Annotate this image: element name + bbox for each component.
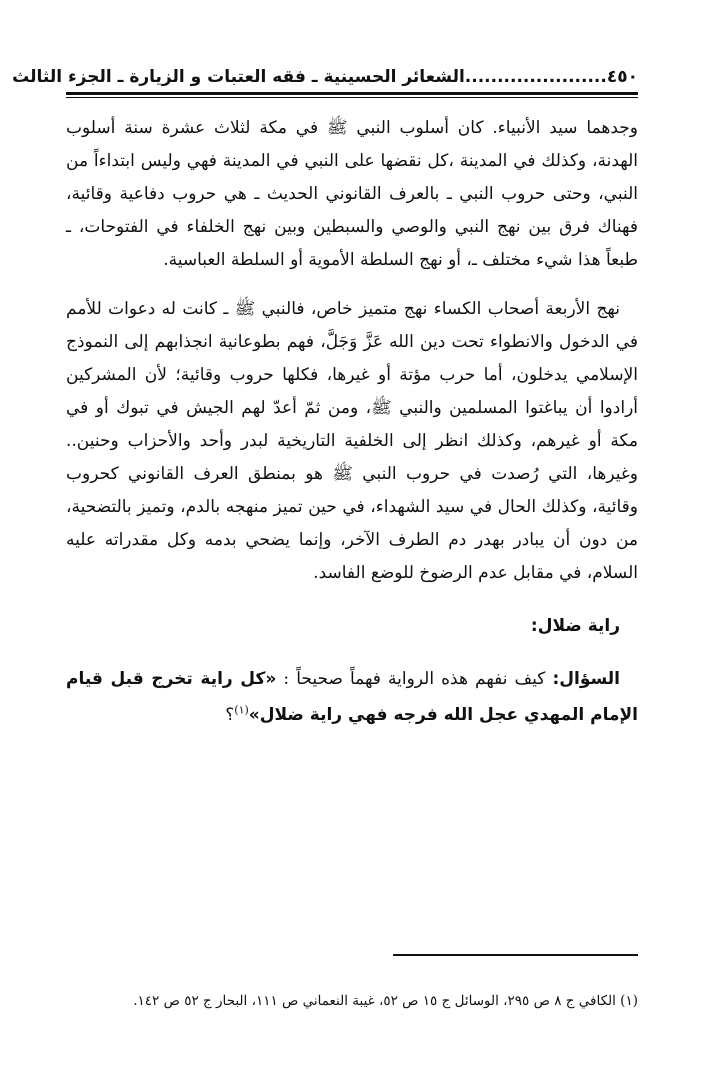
question-label: السؤال: xyxy=(552,669,620,689)
paragraph-2: نهج الأربعة أصحاب الكساء نهج متميز خاص، فالنبي ﷺ ـ كانت له دعوات للأمم في الدخول والانطواء تحت دين الله عَزَّ وَجَلَّ، فهم بطوعانية انجذابهم إلى النموذج الإسلامي يدخلون، أما حرب مؤتة أو غيرها، فكلها حروب وقائية؛ لأن المشركين أرادوا أن يباغتوا المسلمين والنبي ﷺ، ومن ثمّ أعدّ لهم الجيش في تبوك أو في مكة أو غيرهم، وكذلك انظر إلى الخلفية التاريخية لبدر وأحد والأحزاب وحنين.. وغيرها، التي رُصدت في حروب النبي ﷺ هو بمنطق العرف القانوني كحروب وقائية، وكذلك الحال في سيد الشهداء، في حين تميز منهجه بالدم، وتميز بالتضحية، من دون أن يبادر بهدر دم الطرف الآخر، وإنما يضحي بدمه وكل مقدراته عليه السلام، في مقابل عدم الرضوخ للوضع الفاسد. xyxy=(66,299,638,583)
header-title: ......................الشعائر الحسينية ـ فقه العتبات و الزيارة ـ الجزء الثالث xyxy=(12,67,607,87)
page-number: ٤٥٠ xyxy=(606,67,638,87)
hadith-quote: «كل راية تخرج قبل قيام الإمام المهدي عجل الله فرجه فهي راية ضلال» xyxy=(66,669,638,725)
question-mark: ؟ xyxy=(225,705,235,725)
paragraph-1: وجدهما سيد الأنبياء. كان أسلوب النبي ﷺ في مكة لثلاث عشرة سنة أسلوب الهدنة، وكذلك في المدينة ،كل نقضها على النبي في المدينة فهي وليس ابتداءاً من النبي، وحتى حروب النبي ـ بالعرف القانوني الحديث ـ هي حروب دفاعية وقائية، فهناك فرق بين نهج النبي والوصي والسبطين وبين نهج الخلفاء في الفتوحات، ـ طبعاً هذا شيء مختلف ـ، أو نهج السلطة الأموية أو السلطة العباسية. xyxy=(66,118,638,270)
question-text: كيف نفهم هذه الرواية فهماً صحيحاً : xyxy=(276,669,553,689)
footnote-reference: (١) xyxy=(234,703,249,717)
running-header xyxy=(12,58,638,88)
footnote: (١) الكافي ج ٨ ص ٢٩٥، الوسائل ج ١٥ ص ٥٢، غيبة النعماني ص ١١١، البحار ج ٥٢ ص ١٤٢. xyxy=(133,992,638,1009)
book-page xyxy=(12,58,638,1058)
section-heading: راية ضلال: xyxy=(530,616,620,636)
question-paragraph xyxy=(66,661,638,733)
body-text xyxy=(66,112,638,733)
header-rule xyxy=(66,92,638,95)
footnote-separator xyxy=(393,954,638,956)
header-rule-thin xyxy=(66,97,638,98)
